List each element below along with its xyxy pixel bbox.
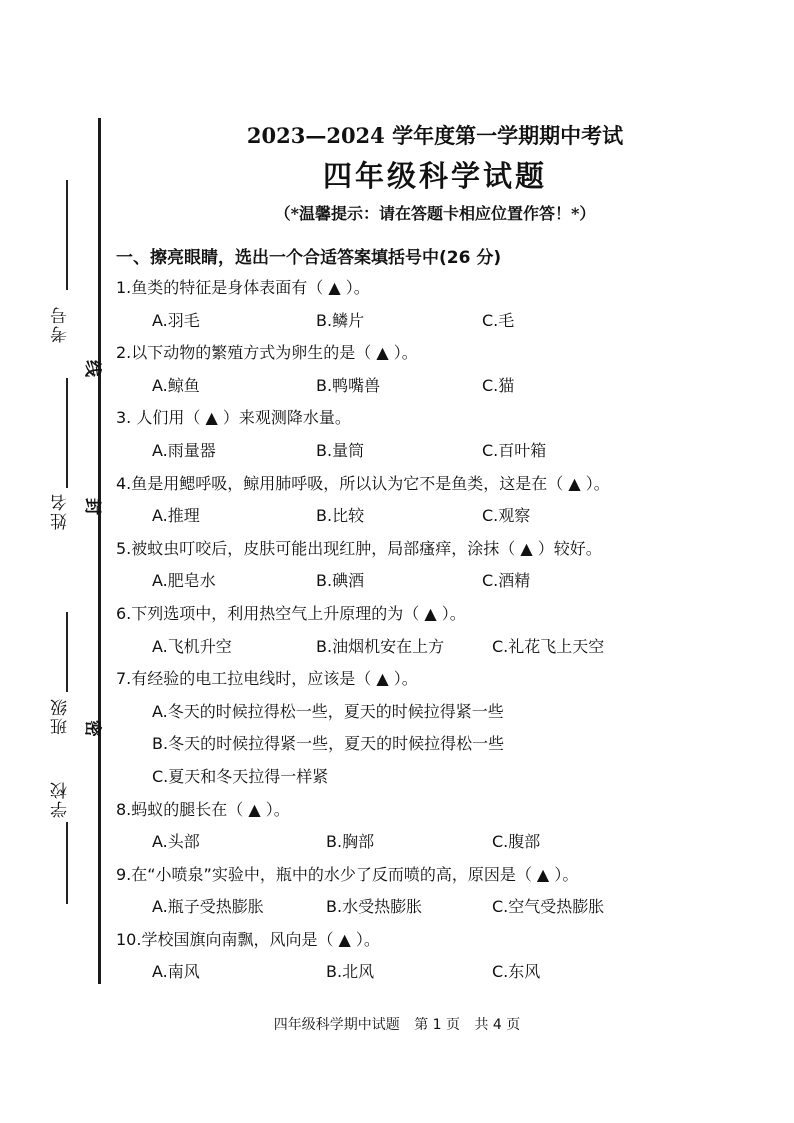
question-stem: 5.被蚊虫叮咬后，皮肤可能出现红肿，局部瘙痒，涂抹（ ▲ ）较好。: [116, 538, 602, 558]
option-a: A.头部: [152, 832, 200, 852]
option-a: A.飞机升空: [152, 636, 232, 656]
option-b: B.碘酒: [316, 571, 365, 591]
question-stem: 1.鱼类的特征是身体表面有（ ▲ ）。: [116, 278, 370, 297]
option-a: A.肥皂水: [152, 571, 216, 591]
footer-title: 四年级科学期中试题: [273, 1017, 400, 1033]
option-c: C.礼花飞上天空: [492, 636, 605, 656]
option-a: A.瓶子受热膨胀: [152, 897, 264, 917]
option-row: [116, 370, 756, 403]
name-label: 姓名: [51, 492, 71, 530]
option-b: B.北风: [326, 962, 375, 982]
option-b: B.比较: [316, 506, 365, 526]
question-stem: 9.在“小喷泉”实验中，瓶中的水少了反而喷的高，原因是（ ▲ ）。: [116, 864, 579, 884]
option-c: C.东风: [492, 962, 541, 982]
seal-char-seal: 封: [85, 494, 102, 514]
option-b: B.量筒: [316, 440, 365, 460]
option-a: A.冬天的时候拉得松一些，夏天的时候拉得紧一些: [152, 701, 504, 721]
question-stem: 8.蚂蚁的腿长在（ ▲ ）。: [116, 799, 290, 819]
option-b: B.水受热膨胀: [326, 897, 423, 917]
option-row: [116, 435, 756, 468]
option-b: B.胸部: [326, 832, 375, 852]
term-title: 2023—2024 学年度第一学期期中考试: [246, 123, 624, 148]
seal-char-line: 线: [85, 356, 102, 376]
question-stem: 3. 人们用（ ▲ ）来观测降水量。: [116, 408, 351, 428]
option-row: [116, 500, 756, 533]
footer-total-pages: 共 4 页: [474, 1017, 521, 1033]
question-stem: 10.学校国旗向南飘，风向是（ ▲ ）。: [116, 929, 380, 949]
name-underline: [66, 378, 68, 488]
option-b: B.冬天的时候拉得紧一些，夏天的时候拉得松一些: [152, 734, 505, 754]
option-c: C.百叶箱: [482, 440, 547, 460]
option-b: B.油烟机安在上方: [316, 636, 445, 656]
exam-no-underline: [66, 180, 68, 290]
option-a: A.南风: [152, 962, 200, 982]
seal-char-dense: 密: [85, 716, 102, 736]
option-row: [116, 305, 756, 338]
option-row: [116, 891, 756, 924]
option-row: [116, 956, 756, 989]
option-b: B.鸭嘴兽: [316, 375, 381, 395]
option-c: C.夏天和冬天拉得一样紧: [152, 766, 329, 786]
option-c: C.腹部: [492, 832, 541, 852]
question-stem: 7.有经验的电工拉电线时，应该是（ ▲ ）。: [116, 669, 418, 689]
option-c: C.猫: [482, 375, 515, 395]
question-list: [116, 272, 756, 989]
option-row: [116, 565, 756, 598]
class-underline: [66, 612, 68, 692]
binding-margin-line: [98, 118, 101, 984]
option-c: C.毛: [482, 310, 515, 330]
option-b: B.鳞片: [316, 310, 365, 330]
option-c: C.酒精: [482, 571, 531, 591]
footer-page-number: 第 1 页: [414, 1017, 460, 1033]
question-stem: 4.鱼是用鳃呼吸，鲸用肺呼吸，所以认为它不是鱼类，这是在（ ▲ ）。: [116, 473, 610, 493]
question-stem: 6.下列选项中，利用热空气上升原理的为（ ▲ ）。: [116, 603, 466, 623]
page-footer: [0, 1014, 794, 1034]
class-label: 班级: [51, 697, 71, 735]
school-underline: [66, 822, 68, 904]
option-row: [116, 826, 756, 859]
option-c: C.空气受热膨胀: [492, 897, 605, 917]
option-a: A.鲸鱼: [152, 375, 200, 395]
option-a: A.羽毛: [152, 310, 200, 330]
option-c: C.观察: [482, 506, 531, 526]
notice: （*温馨提示：请在答题卡相应位置作答！*）: [274, 204, 596, 223]
subject-title: 四年级科学试题: [322, 159, 547, 193]
school-label: 学校: [51, 780, 71, 818]
option-a: A.雨量器: [152, 440, 216, 460]
question-stem: 2.以下动物的繁殖方式为卵生的是（ ▲ ）。: [116, 343, 418, 363]
option-a: A.推理: [152, 506, 200, 526]
option-row: [116, 631, 756, 664]
exam-no-label: 考号: [51, 305, 71, 343]
section-heading: 一、擦亮眼睛，选出一个合适答案填括号中(26 分): [116, 248, 502, 268]
